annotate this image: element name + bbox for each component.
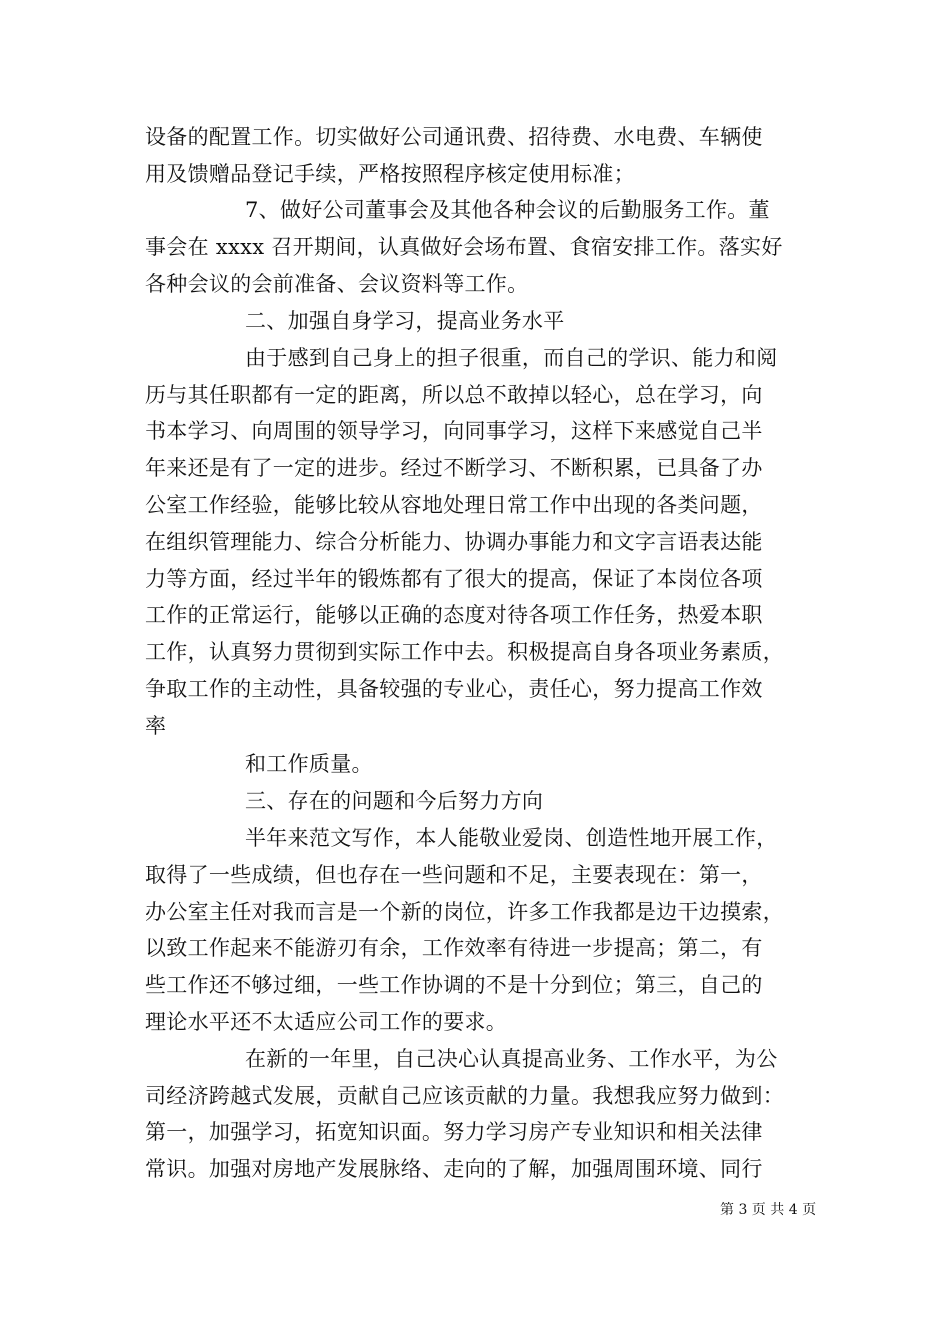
text-line: 以致工作起来不能游刃有余，工作效率有待进一步提高；第二，有 bbox=[145, 936, 763, 960]
text-line: 工作的正常运行，能够以正确的态度对待各项工作任务，热爱本职 bbox=[145, 603, 763, 627]
text-line: 些工作还不够过细，一些工作协调的不是十分到位；第三，自己的 bbox=[145, 973, 763, 997]
text-line: 书本学习、向周围的领导学习，向同事学习，这样下来感觉自己半 bbox=[145, 419, 763, 443]
text-line: 工作，认真努力贯彻到实际工作中去。积极提高自身各项业务素质， bbox=[145, 640, 784, 664]
text-line: 取得了一些成绩，但也存在一些问题和不足，主要表现在：第一， bbox=[145, 863, 763, 887]
text-line: 在组织管理能力、综合分析能力、协调办事能力和文字言语表达能 bbox=[145, 530, 763, 554]
text-line: 7、做好公司董事会及其他各种会议的后勤服务工作。董 bbox=[245, 198, 770, 222]
text-line: 率 bbox=[145, 714, 167, 738]
text-line: 争取工作的主动性，具备较强的专业心，责任心，努力提高工作效 bbox=[145, 677, 763, 701]
page-number: 第 3 页 共 4 页 bbox=[720, 1202, 817, 1218]
text-line: 由于感到自己身上的担子很重，而自己的学识、能力和阅 bbox=[245, 346, 778, 370]
text-line: 第一，加强学习，拓宽知识面。努力学习房产专业知识和相关法律 bbox=[145, 1120, 763, 1144]
text-line: 设备的配置工作。切实做好公司通讯费、招待费、水电费、车辆使 bbox=[145, 125, 763, 149]
text-line: 理论水平还不太适应公司工作的要求。 bbox=[145, 1010, 508, 1034]
text-line: 半年来范文写作，本人能敬业爱岗、创造性地开展工作， bbox=[245, 826, 778, 850]
text-line: 在新的一年里，自己决心认真提高业务、工作水平，为公 bbox=[245, 1047, 778, 1071]
text-line: 事会在 xxxx 召开期间，认真做好会场布置、食宿安排工作。落实好 bbox=[145, 235, 783, 259]
section-heading: 三、存在的问题和今后努力方向 bbox=[245, 789, 544, 813]
text-line: 公室工作经验，能够比较从容地处理日常工作中出现的各类问题， bbox=[145, 493, 763, 517]
section-heading: 二、加强自身学习，提高业务水平 bbox=[245, 309, 565, 333]
text-line: 办公室主任对我而言是一个新的岗位，许多工作我都是边干边摸索， bbox=[145, 900, 784, 924]
text-line: 历与其任职都有一定的距离，所以总不敢掉以轻心，总在学习，向 bbox=[145, 383, 763, 407]
text-line: 年来还是有了一定的进步。经过不断学习、不断积累，已具备了办 bbox=[145, 456, 763, 480]
text-line: 力等方面，经过半年的锻炼都有了很大的提高，保证了本岗位各项 bbox=[145, 567, 763, 591]
text-line: 各种会议的会前准备、会议资料等工作。 bbox=[145, 272, 529, 296]
text-line: 司经济跨越式发展，贡献自己应该贡献的力量。我想我应努力做到： bbox=[145, 1084, 784, 1108]
text-line: 用及馈赠品登记手续，严格按照程序核定使用标准； bbox=[145, 162, 635, 186]
text-line: 常识。加强对房地产发展脉络、走向的了解，加强周围环境、同行 bbox=[145, 1157, 763, 1181]
text-line: 和工作质量。 bbox=[245, 752, 373, 776]
